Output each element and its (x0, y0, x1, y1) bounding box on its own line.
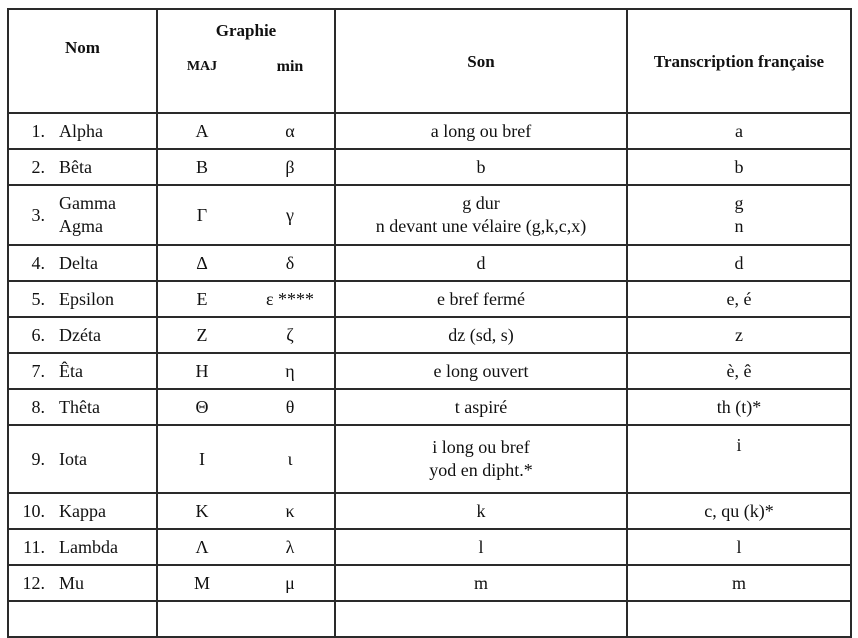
transcription-text: d (734, 252, 744, 273)
cell-graphie (157, 149, 335, 185)
cell-nom (8, 245, 157, 281)
header-graphie (157, 9, 335, 113)
lowercase-letter: α (285, 120, 295, 141)
cell-transcription (627, 601, 851, 637)
cell-nom (8, 493, 157, 529)
row-number: 2. (31, 157, 45, 178)
cell-nom (8, 185, 157, 245)
lowercase-letter: λ (285, 536, 295, 557)
header-maj: MAJ (186, 59, 218, 74)
lowercase-letter: ζ (286, 324, 294, 345)
sound-text: t aspiré (454, 396, 508, 417)
sound-text: i long ou bref (432, 437, 530, 457)
transcription-text: l (736, 536, 742, 557)
lowercase-letter: δ (285, 252, 295, 273)
cell-son (335, 601, 627, 637)
cell-transcription (627, 353, 851, 389)
table-row (8, 281, 851, 317)
cell-nom (8, 601, 157, 637)
lowercase-letter: η (285, 360, 295, 381)
lowercase-letter: κ (285, 500, 295, 521)
row-number: 6. (31, 325, 45, 346)
sound-text: n devant une vélaire (g,k,c,x) (375, 216, 587, 236)
cell-son (335, 317, 627, 353)
cell-transcription (627, 185, 851, 245)
row-number: 12. (22, 573, 45, 594)
table-row (8, 425, 851, 493)
sound-text: b (476, 156, 486, 177)
uppercase-letter: Β (195, 156, 208, 177)
cell-graphie (157, 353, 335, 389)
table-row (8, 389, 851, 425)
cell-nom (8, 113, 157, 149)
cell-graphie (157, 425, 335, 493)
lowercase-letter: ι (287, 448, 293, 469)
uppercase-letter: Γ (196, 204, 208, 225)
cell-nom (8, 281, 157, 317)
row-number: 8. (31, 397, 45, 418)
row-number: 9. (31, 449, 45, 470)
header-son: Son (335, 9, 627, 113)
cell-transcription (627, 245, 851, 281)
table-row (8, 317, 851, 353)
cell-graphie (157, 565, 335, 601)
transcription-text: g (734, 193, 744, 213)
sound-text: yod en dipht.* (429, 460, 533, 480)
transcription-text: z (735, 324, 743, 345)
cell-transcription (627, 113, 851, 149)
transcription-text: c, qu (k)* (704, 500, 774, 521)
letter-name: Lambda (59, 537, 118, 558)
cell-graphie (157, 185, 335, 245)
cell-transcription (627, 389, 851, 425)
uppercase-letter: Θ (195, 396, 209, 417)
sound-text: l (478, 536, 484, 557)
cell-son (335, 425, 627, 493)
cell-son (335, 353, 627, 389)
lowercase-letter: μ (285, 572, 295, 593)
sound-text: k (476, 500, 486, 521)
sound-text: a long ou bref (430, 120, 532, 141)
table-row (8, 493, 851, 529)
cell-nom (8, 529, 157, 565)
table-row (8, 565, 851, 601)
letter-name: Mu (59, 573, 85, 594)
cell-nom (8, 389, 157, 425)
uppercase-letter: Μ (193, 572, 210, 593)
sound-text: d (476, 252, 486, 273)
header-nom: Nom (8, 9, 157, 113)
cell-transcription (627, 149, 851, 185)
row-number: 1. (31, 121, 45, 142)
transcription-text: th (t)* (716, 396, 762, 417)
letter-name: Epsilon (59, 289, 115, 310)
header-row (8, 9, 851, 113)
lowercase-letter: θ (285, 396, 295, 417)
cell-graphie (157, 317, 335, 353)
cell-nom (8, 565, 157, 601)
cell-graphie (157, 245, 335, 281)
uppercase-letter: Δ (196, 252, 208, 273)
sound-text: m (473, 572, 488, 593)
cell-graphie (157, 601, 335, 637)
row-number: 11. (23, 537, 45, 558)
uppercase-letter: Ζ (196, 324, 208, 345)
table-row (8, 245, 851, 281)
uppercase-letter: Κ (195, 500, 209, 521)
cell-transcription (627, 493, 851, 529)
cell-graphie (157, 529, 335, 565)
cell-son (335, 185, 627, 245)
letter-name: Gamma (59, 193, 116, 213)
row-number: 7. (31, 361, 45, 382)
cell-transcription (627, 565, 851, 601)
cell-transcription (627, 529, 851, 565)
row-number: 4. (31, 253, 45, 274)
letter-name: Êta (59, 361, 83, 382)
cell-transcription (627, 425, 851, 493)
header-min: min (276, 58, 304, 75)
letter-name: Delta (59, 253, 98, 274)
transcription-text: b (734, 156, 744, 177)
lowercase-letter: γ (286, 204, 294, 225)
cell-son (335, 281, 627, 317)
row-number: 10. (22, 501, 45, 522)
table-row (8, 185, 851, 245)
cell-graphie (157, 389, 335, 425)
cell-graphie (157, 113, 335, 149)
transcription-text: a (735, 120, 743, 141)
cell-transcription (627, 281, 851, 317)
table-row (8, 353, 851, 389)
uppercase-letter: Η (195, 360, 209, 381)
cell-son (335, 245, 627, 281)
uppercase-letter: Ι (199, 448, 205, 469)
row-number: 3. (31, 204, 45, 225)
transcription-text: n (734, 216, 744, 236)
cell-son (335, 389, 627, 425)
sound-text: g dur (462, 193, 500, 213)
sound-text: e bref fermé (437, 288, 525, 309)
cell-graphie (157, 281, 335, 317)
cell-son (335, 565, 627, 601)
uppercase-letter: Λ (195, 536, 209, 557)
row-number: 5. (31, 289, 45, 310)
header-graphie-title: Graphie (215, 21, 277, 40)
cell-son (335, 149, 627, 185)
cell-son (335, 493, 627, 529)
letter-name: Agma (59, 216, 103, 236)
table-row (8, 113, 851, 149)
letter-name: Iota (59, 449, 87, 470)
cell-nom (8, 317, 157, 353)
sound-text: e long ouvert (433, 360, 529, 381)
cell-graphie (157, 493, 335, 529)
lowercase-letter: ε **** (265, 288, 315, 309)
greek-alphabet-table (7, 8, 852, 638)
letter-name: Thêta (59, 397, 100, 418)
letter-name: Kappa (59, 501, 106, 522)
table-row (8, 601, 851, 637)
cell-son (335, 529, 627, 565)
letter-name: Alpha (59, 121, 103, 142)
sound-text: dz (sd, s) (448, 324, 514, 345)
letter-name: Dzéta (59, 325, 101, 346)
table-row (8, 149, 851, 185)
uppercase-letter: Ε (196, 288, 208, 309)
transcription-text: i (736, 435, 742, 455)
cell-nom (8, 149, 157, 185)
uppercase-letter: Α (195, 120, 209, 141)
cell-transcription (627, 317, 851, 353)
cell-nom (8, 353, 157, 389)
table-row (8, 529, 851, 565)
transcription-text: è, ê (726, 360, 752, 381)
transcription-text: e, é (726, 288, 752, 309)
cell-nom (8, 425, 157, 493)
letter-name: Bêta (59, 157, 92, 178)
lowercase-letter: β (285, 156, 295, 177)
cell-son (335, 113, 627, 149)
transcription-text: m (731, 572, 746, 593)
header-transcription: Transcription française (627, 9, 851, 113)
